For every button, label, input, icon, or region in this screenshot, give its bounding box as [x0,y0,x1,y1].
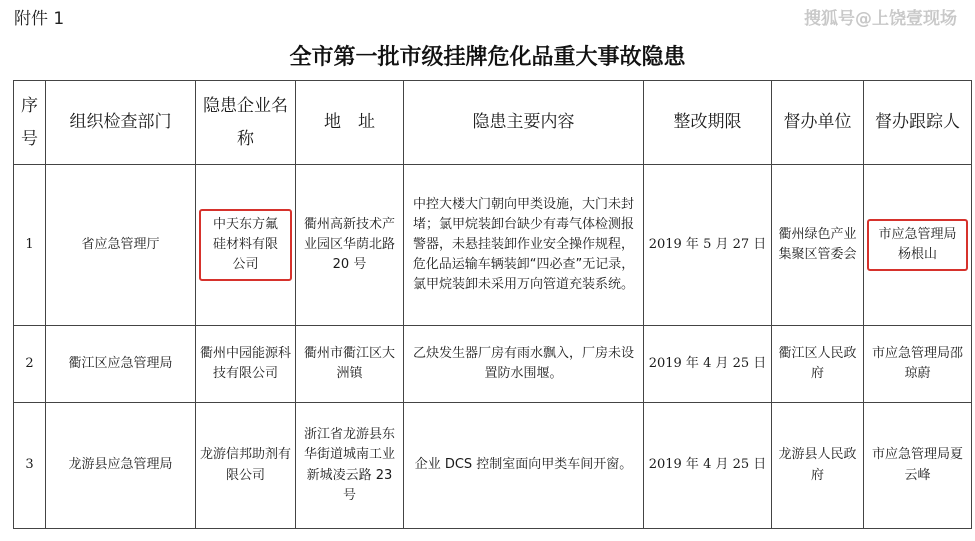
row-tracker: 市应急管理局夏云峰 [864,403,972,529]
attachment-label: 附件 1 [14,9,65,29]
col-header-deadline: 整改期限 [644,81,772,165]
row-no: 3 [14,403,46,529]
row-department: 衢江区应急管理局 [46,326,196,403]
page-title: 全市第一批市级挂牌危化品重大事故隐患 [289,45,686,70]
row-enterprise: 龙游信邦助剂有限公司 [196,403,296,529]
highlighted-tracker: 市应急管理局杨根山 [867,219,968,271]
col-header-tracker: 督办跟踪人 [864,81,972,165]
col-header-department: 组织检查部门 [46,81,196,165]
row-tracker: 市应急管理局邵琼蔚 [864,326,972,403]
row-address: 浙江省龙游县东华街道城南工业新城凌云路 23 号 [296,403,404,529]
row-address: 衢州高新技术产业园区华荫北路 20 号 [296,165,404,326]
row-supervisor-unit: 衢江区人民政府 [772,326,864,403]
row-department: 龙游县应急管理局 [46,403,196,529]
row-enterprise [196,165,296,326]
row-enterprise: 衢州中园能源科技有限公司 [196,326,296,403]
row-supervisor-unit: 龙游县人民政府 [772,403,864,529]
table-row [14,326,972,403]
row-content: 企业 DCS 控制室面向甲类车间开窗。 [404,403,644,529]
highlighted-enterprise: 中天东方氟硅材料有限公司 [199,209,292,281]
row-deadline: 2019 年 4 月 25 日 [644,326,772,403]
row-content: 中控大楼大门朝向甲类设施，大门未封堵；氯甲烷装卸台缺少有毒气体检测报警器，未悬挂装卸作业安全操作规程，危化品运输车辆装卸“四必查”无记录，氯甲烷装卸未采用万向管道充装系统。 [404,165,644,326]
col-header-address: 地 址 [296,81,404,165]
table-row [14,403,972,529]
col-header-supervisor-unit: 督办单位 [772,81,864,165]
row-address: 衢州市衢江区大洲镇 [296,326,404,403]
row-no: 2 [14,326,46,403]
col-header-content: 隐患主要内容 [404,81,644,165]
row-no: 1 [14,165,46,326]
row-tracker [864,165,972,326]
row-supervisor-unit: 衢州绿色产业集聚区管委会 [772,165,864,326]
hazard-table [13,80,972,529]
table-row [14,165,972,326]
col-header-no: 序号 [14,81,46,165]
row-department: 省应急管理厅 [46,165,196,326]
row-deadline: 2019 年 5 月 27 日 [644,165,772,326]
watermark: 搜狐号@上饶壹现场 [804,9,957,29]
row-deadline: 2019 年 4 月 25 日 [644,403,772,529]
header-row [14,81,972,165]
col-header-enterprise: 隐患企业名称 [196,81,296,165]
row-content: 乙炔发生器厂房有雨水飘入，厂房未设置防水围堰。 [404,326,644,403]
